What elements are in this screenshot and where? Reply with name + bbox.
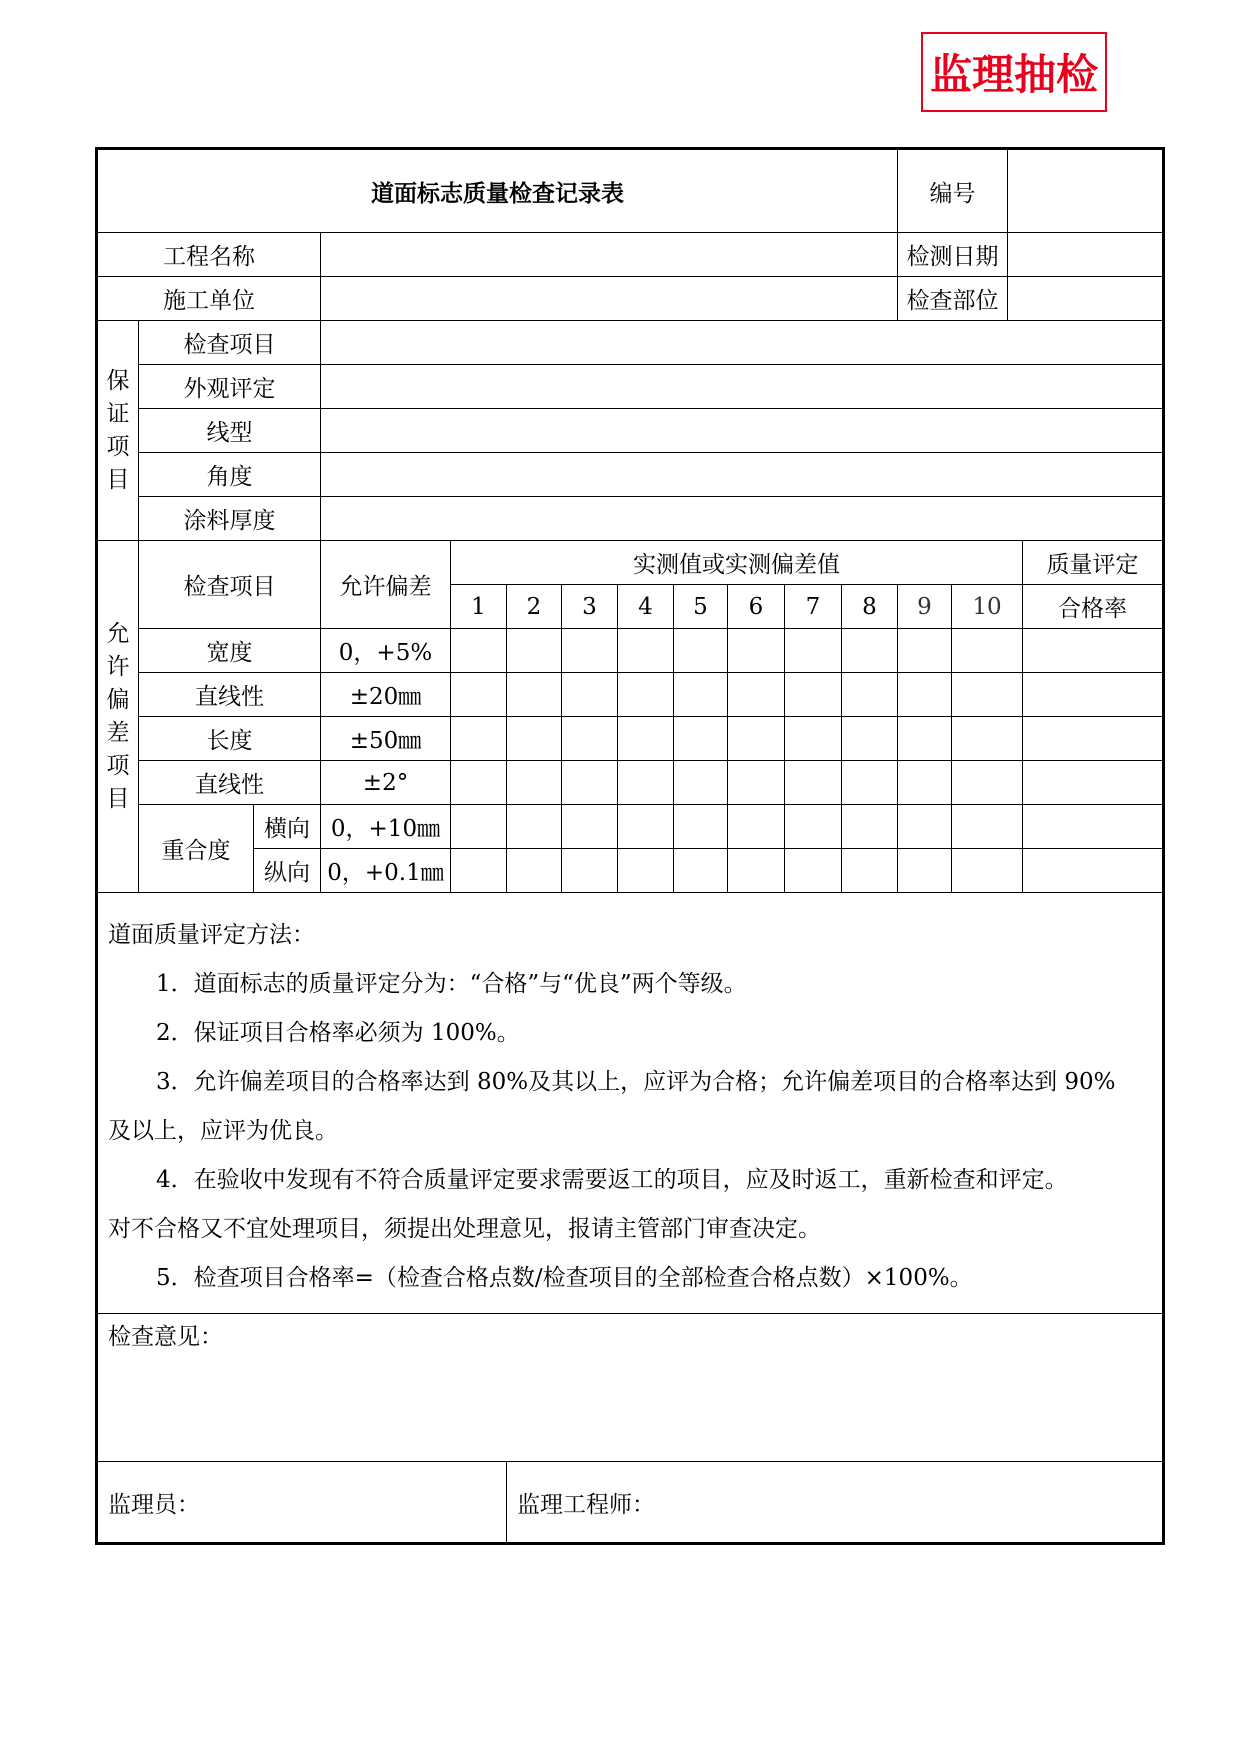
measure-cell[interactable] [785,673,842,717]
measure-cell[interactable] [451,849,507,893]
inspection-opinion-field[interactable] [97,1314,1164,1462]
guarantee-group-label: 保 证 项 目 [97,321,139,541]
measure-cell[interactable] [451,673,507,717]
inspect-part-label: 检查部位 [898,277,1008,321]
measure-cell[interactable] [618,849,674,893]
measure-cell[interactable] [562,673,618,717]
tolerance-value: 0，+10㎜ [321,805,451,849]
pass-rate-header: 合格率 [1023,585,1164,629]
measure-cell[interactable] [562,761,618,805]
measure-cell[interactable] [618,717,674,761]
point-number: 6 [728,585,785,629]
evaluation-method-notes [97,893,1164,1314]
measure-cell[interactable] [898,629,952,673]
guarantee-item-field[interactable] [321,365,1164,409]
pass-rate-cell[interactable] [1023,849,1164,893]
measure-cell[interactable] [618,761,674,805]
supervisor-signature-field[interactable] [97,1462,507,1544]
guarantee-item-field[interactable] [321,321,1164,365]
tolerance-value: ±20㎜ [321,673,451,717]
note-item: 5．检查项目合格率=（检查合格点数/检查项目的全部检查合格点数）×100%。 [156,1265,973,1291]
quality-rating-header: 质量评定 [1023,541,1164,585]
overlap-sub-label: 横向 [254,805,321,849]
measure-cell[interactable] [842,717,898,761]
overlap-sub-label: 纵向 [254,849,321,893]
measure-cell[interactable] [842,849,898,893]
guarantee-item-label: 涂料厚度 [139,497,321,541]
inspection-stamp: 监理抽检 [921,32,1107,112]
form-title: 道面标志质量检查记录表 [97,149,898,233]
inspect-part-field[interactable] [1008,277,1164,321]
point-number: 3 [562,585,618,629]
measure-cell[interactable] [898,673,952,717]
engineer-label: 监理工程师： [517,1491,655,1518]
measure-cell[interactable] [507,673,562,717]
engineer-signature-field[interactable] [507,1462,1164,1544]
number-label: 编号 [898,149,1008,233]
measure-cell[interactable] [898,761,952,805]
measure-cell[interactable] [674,717,728,761]
guarantee-item-label: 线型 [139,409,321,453]
measure-cell[interactable] [952,849,1023,893]
measure-cell[interactable] [785,717,842,761]
tolerance-group-label: 允 许 偏 差 项 目 [97,541,139,893]
tolerance-value: 0，+0.1㎜ [321,849,451,893]
notes-heading: 道面质量评定方法： [108,922,315,948]
measure-cell[interactable] [562,717,618,761]
measure-cell[interactable] [952,673,1023,717]
measure-cell[interactable] [842,761,898,805]
project-name-field[interactable] [321,233,898,277]
measure-cell[interactable] [507,717,562,761]
measure-cell[interactable] [952,805,1023,849]
tolerance-item-header: 检查项目 [139,541,321,629]
measure-cell[interactable] [952,629,1023,673]
measure-cell[interactable] [952,761,1023,805]
measure-cell[interactable] [507,761,562,805]
measure-cell[interactable] [618,673,674,717]
measure-cell[interactable] [562,849,618,893]
measure-cell[interactable] [674,849,728,893]
measure-cell[interactable] [842,805,898,849]
measure-cell[interactable] [728,849,785,893]
measure-cell[interactable] [562,629,618,673]
point-number: 4 [618,585,674,629]
measure-cell[interactable] [842,673,898,717]
tolerance-value: 0，+5% [321,629,451,673]
guarantee-item-label: 外观评定 [139,365,321,409]
measure-cell[interactable] [674,805,728,849]
measure-cell[interactable] [674,761,728,805]
point-number: 9 [898,585,952,629]
measure-cell[interactable] [785,805,842,849]
measure-cell[interactable] [728,673,785,717]
measure-cell[interactable] [728,761,785,805]
measure-cell[interactable] [952,717,1023,761]
guarantee-item-label: 检查项目 [139,321,321,365]
measure-cell[interactable] [842,629,898,673]
measure-cell[interactable] [728,805,785,849]
measure-cell[interactable] [451,805,507,849]
measure-cell[interactable] [898,805,952,849]
supervisor-label: 监理员： [108,1491,200,1518]
tolerance-item-label: 宽度 [139,629,321,673]
pass-rate-cell[interactable] [1023,629,1164,673]
test-date-field[interactable] [1008,233,1164,277]
note-item-continued: 及以上，应评为优良。 [108,1118,338,1144]
measure-cell[interactable] [728,717,785,761]
measure-cell[interactable] [618,805,674,849]
measure-cell[interactable] [451,717,507,761]
guarantee-item-field[interactable] [321,409,1164,453]
tolerance-value: ±50㎜ [321,717,451,761]
measure-cell[interactable] [451,629,507,673]
point-number: 1 [451,585,507,629]
overlap-label: 重合度 [139,805,254,893]
test-date-label: 检测日期 [898,233,1008,277]
measure-cell[interactable] [674,629,728,673]
allowed-deviation-header: 允许偏差 [321,541,451,629]
tolerance-item-label: 直线性 [139,761,321,805]
construction-unit-label: 施工单位 [97,277,321,321]
guarantee-item-field[interactable] [321,497,1164,541]
measure-cell[interactable] [898,849,952,893]
measured-values-header: 实测值或实测偏差值 [451,541,1023,585]
guarantee-item-field[interactable] [321,453,1164,497]
measure-cell[interactable] [674,673,728,717]
measure-cell[interactable] [507,805,562,849]
point-number: 8 [842,585,898,629]
inspection-opinion-label: 检查意见： [108,1324,223,1350]
point-number: 7 [785,585,842,629]
note-item: 2．保证项目合格率必须为 100%。 [156,1020,520,1046]
note-item: 1．道面标志的质量评定分为：“合格”与“优良”两个等级。 [156,971,747,997]
point-number: 5 [674,585,728,629]
measure-cell[interactable] [451,761,507,805]
tolerance-value: ±2° [321,761,451,805]
measure-cell[interactable] [785,849,842,893]
project-name-label: 工程名称 [97,233,321,277]
pass-rate-cell[interactable] [1023,761,1164,805]
construction-unit-field[interactable] [321,277,898,321]
pass-rate-cell[interactable] [1023,805,1164,849]
measure-cell[interactable] [898,717,952,761]
measure-cell[interactable] [785,761,842,805]
pass-rate-cell[interactable] [1023,717,1164,761]
guarantee-item-label: 角度 [139,453,321,497]
inspection-record-table [95,147,1165,1545]
measure-cell[interactable] [728,629,785,673]
pass-rate-cell[interactable] [1023,673,1164,717]
tolerance-item-label: 长度 [139,717,321,761]
measure-cell[interactable] [507,629,562,673]
point-number: 2 [507,585,562,629]
measure-cell[interactable] [618,629,674,673]
measure-cell[interactable] [785,629,842,673]
point-number: 10 [952,585,1023,629]
tolerance-item-label: 直线性 [139,673,321,717]
note-item: 3．允许偏差项目的合格率达到 80%及其以上，应评为合格；允许偏差项目的合格率达到 90% [156,1069,1116,1095]
note-item-continued: 对不合格又不宜处理项目，须提出处理意见，报请主管部门审查决定。 [108,1216,821,1242]
note-item: 4．在验收中发现有不符合质量评定要求需要返工的项目，应及时返工，重新检查和评定。 [156,1167,1068,1193]
number-field[interactable] [1008,149,1164,233]
measure-cell[interactable] [507,849,562,893]
measure-cell[interactable] [562,805,618,849]
